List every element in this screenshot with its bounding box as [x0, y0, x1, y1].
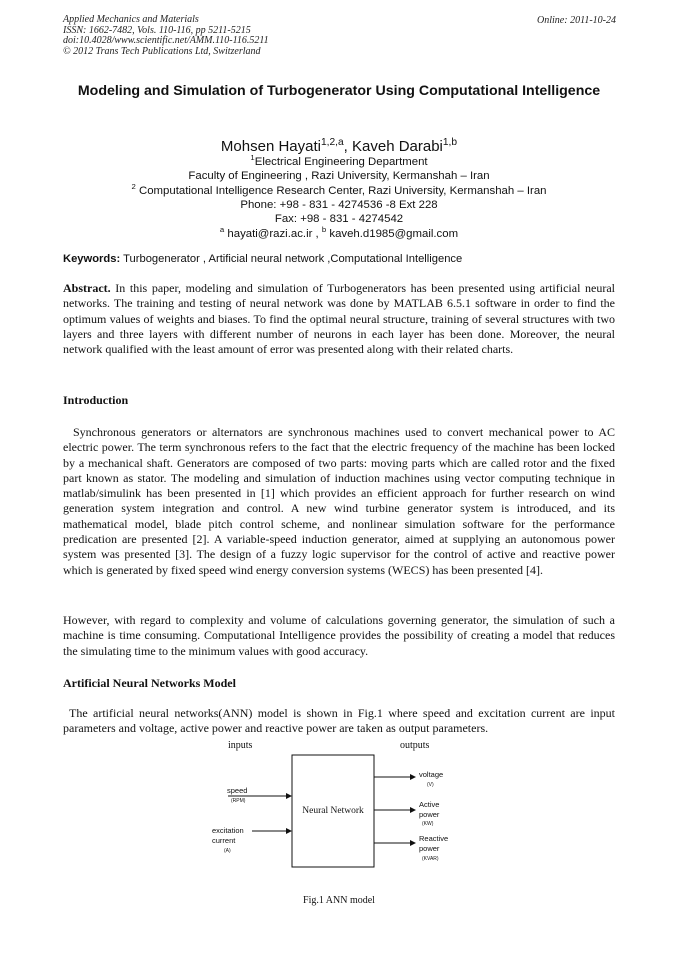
- affiliation-2-text: Computational Intelligence Research Center, Razi University, Kermanshah – Iran: [135, 185, 547, 197]
- issn-line: ISSN: 1662-7482, Vols. 110-116, pp 5211-5215: [63, 24, 251, 36]
- keywords-label: Keywords:: [63, 253, 121, 265]
- affiliation-2-sup: 2: [131, 182, 136, 192]
- email-sup-b: b: [321, 225, 327, 235]
- author-2: Kaveh Darabi: [352, 138, 443, 155]
- email-a: hayati@razi.ac.ir ,: [224, 228, 322, 240]
- affiliation-1: [63, 155, 615, 169]
- author-separator: ,: [343, 138, 352, 155]
- affiliation-2: [63, 184, 615, 198]
- ann-heading: Artificial Neural Networks Model: [63, 676, 236, 690]
- outputs-label: outputs: [400, 740, 430, 751]
- input-speed-unit: (RPM): [231, 798, 246, 804]
- output-reactive-label: Reactive: [419, 834, 449, 843]
- running-header: [63, 15, 269, 57]
- input-current-unit: (A): [224, 848, 231, 854]
- phone-line: Phone: +98 - 831 - 4274536 -8 Ext 228: [240, 199, 438, 211]
- output-voltage-label: voltage: [419, 770, 444, 779]
- input-excitation-label: excitation: [212, 826, 244, 835]
- introduction-paragraph-2: However, with regard to complexity and volume of calculations governing generator, the simulation of such a machine is time consuming. Computational Intelligence provides the possibility of creating a model that reduces the simulating time to the minimum values with good accuracy.: [63, 613, 615, 658]
- output-active-unit: (KW): [422, 821, 434, 827]
- online-date: Online: 2011-10-24: [537, 15, 616, 26]
- author-1: Mohsen Hayati: [220, 138, 321, 155]
- abstract-text: In this paper, modeling and simulation of Turbogenerators has been presented using artificial neural networks. The training and testing of neural network was done by MATLAB 6.5.1 software in order to find the optimum values of weights and biases. To find the optimal neural structure, training of several structures with two layers and three layers with different number of neurons in each layer has been done. Moreover, the neural network qualified with the least amount of error was presented along with their related charts.: [63, 281, 615, 357]
- output-reactive-power-label: power: [419, 844, 440, 853]
- input-current-label: current: [212, 836, 236, 845]
- output-reactive-unit: (KVAR): [422, 856, 439, 862]
- introduction-heading: Introduction: [63, 393, 129, 407]
- input-speed-label: speed: [227, 786, 248, 795]
- keywords: [63, 253, 462, 265]
- copyright-line: © 2012 Trans Tech Publications Ltd, Switzerland: [63, 45, 261, 57]
- abstract-label: Abstract.: [63, 281, 111, 295]
- email-line: [63, 227, 615, 241]
- email-b: kaveh.d1985@gmail.com: [326, 228, 459, 240]
- journal-name: Applied Mechanics and Materials: [63, 14, 199, 25]
- paper-title: Modeling and Simulation of Turbogenerator Using Computational Intelligence: [77, 83, 601, 99]
- ann-paragraph: The artificial neural networks(ANN) model is shown in Fig.1 where speed and excitation current are input parameters and voltage, active power and reactive power are taken as output parameters.: [63, 706, 615, 736]
- affiliation-1-dept: Electrical Engineering Department: [254, 156, 428, 168]
- affiliation-1-faculty: Faculty of Engineering , Razi University, Kermanshah – Iran: [188, 170, 490, 182]
- output-active-power-label: power: [419, 810, 440, 819]
- figure-caption: Fig.1 ANN model: [303, 895, 375, 906]
- author-2-sup: 1,b: [442, 137, 458, 148]
- doi-line: doi:10.4028/www.scientific.net/AMM.110-116.5211: [63, 35, 269, 47]
- introduction-paragraph-1: Synchronous generators or alternators are synchronous machines used to convert mechanical power to AC electric power. The term synchronous refers to the fact that the electric frequency of the machine has been locked by a mechanical shaft. Generators are composed of two parts: moving parts which are called rotor and the fixed part known as stator. The modeling and simulation of induction machines using vector computing technique in matlab/simulink has been presented in [1] which provides an efficient approach for further research on wind generation system integration and control. A new wind turbine generator system is introduced, and its mathematical model, blade pitch control scheme, and nonlinear simulation software for the performance predication are presented [2]. A variable-speed induction generator, aimed at supplying an autonomous power system was presented [3]. The design of a fuzzy logic supervisor for the control of active and reactive power which is generated by fixed speed wind energy conversion systems (WECS) has been presented [4].: [63, 425, 615, 577]
- abstract: [63, 281, 615, 357]
- author-line: [63, 138, 615, 155]
- output-voltage-unit: (V): [427, 782, 434, 788]
- keywords-text: Turbogenerator , Artificial neural network ,Computational Intelligence: [120, 253, 463, 265]
- inputs-label: inputs: [228, 740, 253, 751]
- ann-model-diagram: [200, 735, 480, 870]
- output-active-label: Active: [419, 800, 440, 809]
- neural-network-label: Neural Network: [302, 806, 364, 816]
- fax-line: Fax: +98 - 831 - 4274542: [274, 213, 404, 225]
- author-1-sup: 1,2,a: [320, 137, 344, 148]
- email-sup-a: a: [219, 225, 225, 235]
- affiliation-1-sup: 1: [250, 153, 255, 163]
